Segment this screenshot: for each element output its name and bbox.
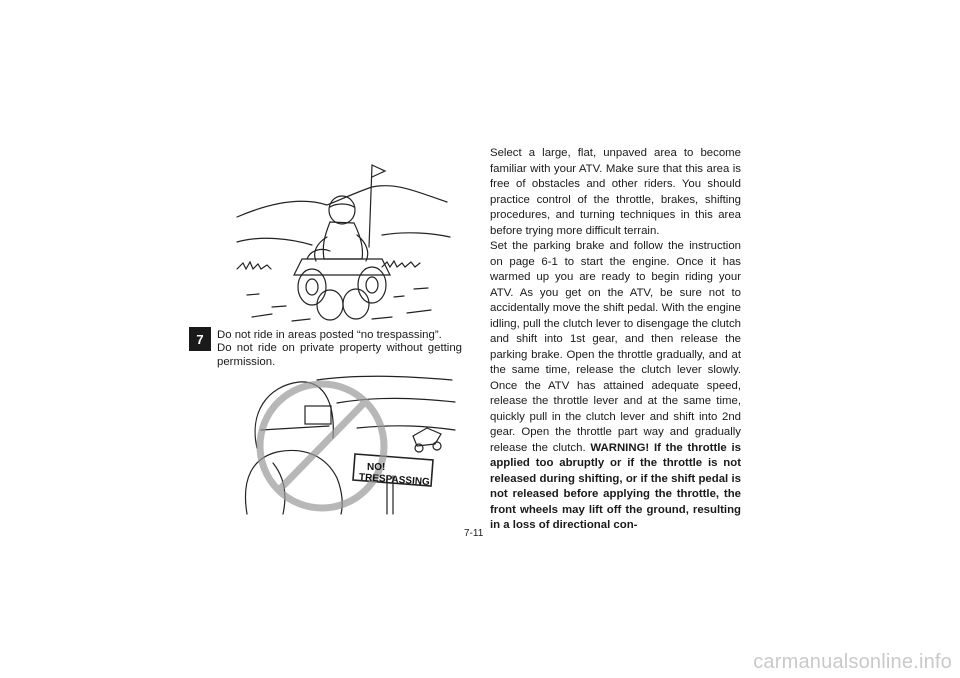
right-column	[490, 146, 741, 534]
caption-line-2: Do not ride on private property without getting permission.	[217, 342, 462, 368]
rider-on-atv-illustration	[232, 147, 454, 325]
sign-text-line2: TRESPASSING	[358, 472, 431, 488]
sign-text-line1: NO!	[367, 462, 386, 473]
chapter-tab: 7	[189, 327, 211, 351]
left-caption	[217, 329, 462, 369]
no-trespassing-sign-illustration	[237, 368, 459, 516]
paragraph-starting-text: Set the parking brake and follow the instruction on page 6-1 to start the engine. Once it has warmed up you are ready to begin riding your ATV. As you get on the ATV, be sure not to accidentally move the shift pedal. With the engine idling, pull the clutch lever to disengage the clutch and shift into 1st gear, and then release the parking brake. Open the throttle gradually, and at the same time, release the clutch lever slowly. Once the ATV has attained adequate speed, release the throttle lever and at the same time, quickly pull in the clutch lever and shift into 2nd gear. Open the throttle part way and gradually release the clutch.	[490, 240, 741, 454]
paragraph-starting	[490, 239, 741, 534]
warning-label: WARNING!	[590, 441, 650, 454]
page-number: 7-11	[464, 528, 484, 539]
caption-line-1: Do not ride in areas posted “no trespassing”.	[217, 329, 442, 341]
watermark: carmanualsonline.info	[753, 651, 952, 673]
warning-text: If the throttle is applied too abruptly or if the throttle is not released during shifting, or if the shift pedal is not released before applying the throttle, the front wheels may lift off the ground, resulting in a loss of directional con-	[490, 441, 741, 531]
paragraph-practice-area: Select a large, flat, unpaved area to become familiar with your ATV. Make sure that this area is free of obstacles and other riders. You should practice control of the throttle, brakes, shifting procedures, and turning techniques in this area before trying more difficult terrain.	[490, 147, 741, 237]
